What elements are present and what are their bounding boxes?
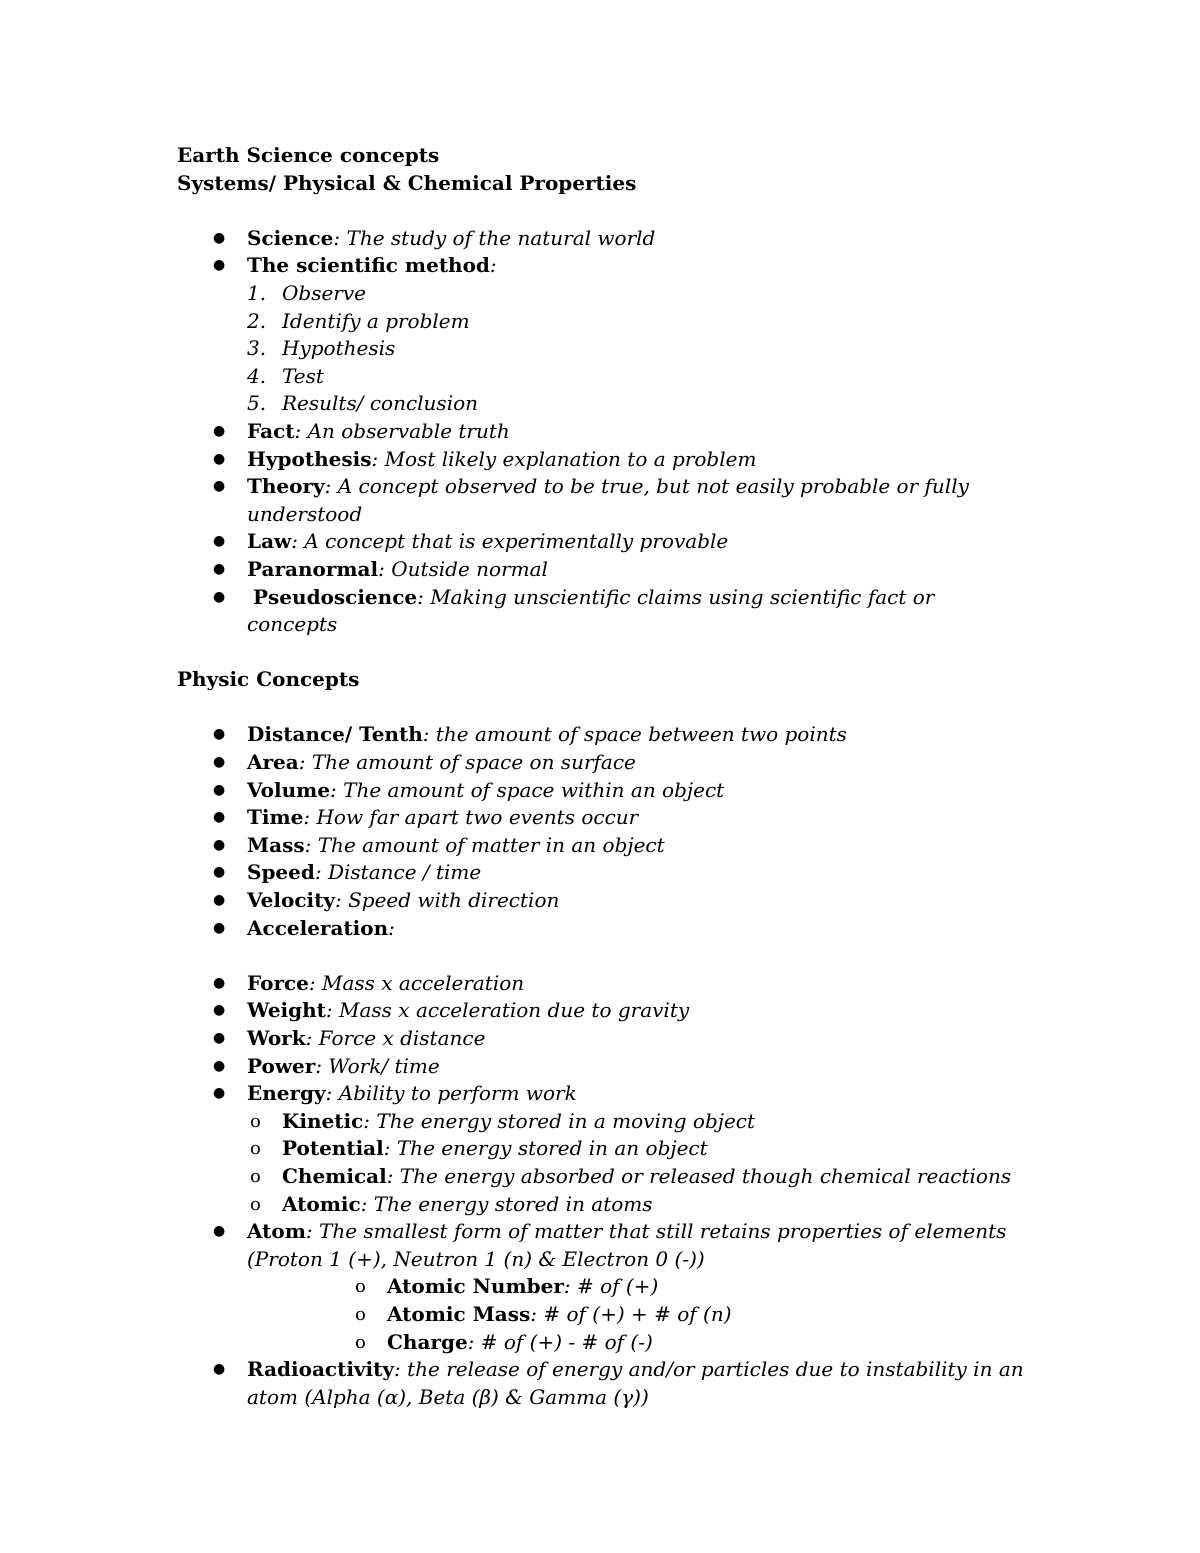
bullet-icon: ● [213, 892, 226, 909]
list-item: ● Area: The amount of space on surface [177, 749, 1027, 777]
list-item: ● Hypothesis: Most likely explanation to a problem [177, 446, 1027, 474]
circle-bullet-icon: o [250, 1110, 261, 1132]
list-item: ● Fact: An observable truth [177, 418, 1027, 446]
list-item-radioactivity: ● Radioactivity: the release of energy and/or particles due to instability in an atom (Alpha (α), Beta (β) & Gamma (γ)) [213, 1357, 1024, 1409]
list-item: ● Distance/ Tenth: the amount of space between two points [177, 721, 1027, 749]
bullet-icon: ● [213, 229, 226, 246]
atom-subitem: o Atomic Number: # of (+) [177, 1273, 1027, 1301]
energy-subitem: o Potential: The energy stored in an object [177, 1135, 1027, 1163]
bullet-icon: ● [213, 781, 226, 798]
bullet-icon: ● [213, 1085, 226, 1102]
list-item: ● Velocity: Speed with direction [177, 887, 1027, 915]
bullet-icon: ● [213, 560, 226, 577]
list-item: ● Law: A concept that is experimentally provable [177, 528, 1027, 556]
bullet-icon: ● [213, 1057, 226, 1074]
method-step: 2. Identify a problem [247, 308, 470, 333]
method-step: 5. Results/ conclusion [247, 391, 479, 416]
method-step: 4. Test [247, 363, 324, 388]
bullet-icon: ● [213, 533, 226, 550]
circle-bullet-icon: o [250, 1165, 261, 1187]
bullet-icon: ● [213, 257, 226, 274]
bullet-icon: ● [213, 588, 226, 605]
bullet-icon: ● [213, 836, 226, 853]
circle-bullet-icon: o [250, 1193, 261, 1215]
bullet-icon: ● [213, 450, 226, 467]
bullet-icon: ● [213, 919, 226, 936]
list-item: ● Mass: The amount of matter in an object [177, 832, 1027, 860]
bullet-icon: ● [213, 422, 226, 439]
method-step: 1. Observe [247, 280, 366, 305]
bullet-icon: ● [213, 864, 226, 881]
list-item: ● Weight: Mass x acceleration due to gravity [177, 997, 1027, 1025]
bullet-icon: ● [213, 1002, 226, 1019]
bullet-icon: ● [213, 1030, 226, 1046]
bullet-icon: ● [213, 1223, 226, 1240]
energy-subitem: o Kinetic: The energy stored in a moving object [177, 1108, 1027, 1136]
list-item-energy: ● Energy: Ability to perform work [177, 1080, 1027, 1108]
document-title: Earth Science concepts [177, 143, 440, 167]
circle-bullet-icon: o [355, 1276, 366, 1298]
circle-bullet-icon: o [250, 1138, 261, 1160]
list-item: ● Volume: The amount of space within an object [177, 777, 1027, 805]
bullet-icon: ● [213, 478, 226, 495]
bullet-icon: ● [213, 726, 226, 743]
list-item: ● Time: How far apart two events occur [177, 804, 1027, 832]
atom-subitem: o Charge: # of (+) - # of (-) [177, 1329, 1027, 1357]
list-item: ● Theory: A concept observed to be true, but not easily probable or fully understood [213, 474, 969, 526]
bullet-icon: ● [213, 809, 226, 826]
list-item: ● Pseudoscience: Making unscientific claims using scientific fact or concepts [213, 584, 935, 637]
list-item-science: ● Science: The study of the natural world [177, 225, 1027, 253]
list-item: ● Work: Force x distance [177, 1025, 1027, 1053]
energy-subitem: o Chemical: The energy absorbed or released though chemical reactions [177, 1163, 1027, 1191]
atom-subitem: o Atomic Mass: # of (+) + # of (n) [177, 1301, 1027, 1329]
document-page [177, 142, 1027, 1411]
list-item: ● Speed: Distance / time [177, 859, 1027, 887]
method-step: 3. Hypothesis [247, 336, 396, 361]
list-item: ● Power: Work/ time [177, 1053, 1027, 1081]
bullet-icon: ● [213, 754, 226, 771]
section-heading-physics: Physic Concepts [177, 667, 360, 692]
list-item: ● Acceleration: [177, 915, 1027, 943]
document-subtitle: Systems/ Physical & Chemical Properties [177, 170, 637, 195]
list-item-atom: ● Atom: The smallest form of matter that still retains properties of elements (Proton 1 (+), Neutron 1 (n) & Electron 0 (-)) [213, 1219, 1007, 1271]
bullet-icon: ● [213, 974, 226, 991]
list-item-method: ● The scientific method: [177, 252, 1027, 280]
circle-bullet-icon: o [355, 1303, 366, 1325]
circle-bullet-icon: o [355, 1331, 366, 1353]
bullet-icon: ● [213, 1361, 226, 1378]
energy-subitem: o Atomic: The energy stored in atoms [177, 1191, 1027, 1219]
list-item: ● Force: Mass x acceleration [177, 970, 1027, 998]
list-item: ● Paranormal: Outside normal [177, 556, 1027, 584]
